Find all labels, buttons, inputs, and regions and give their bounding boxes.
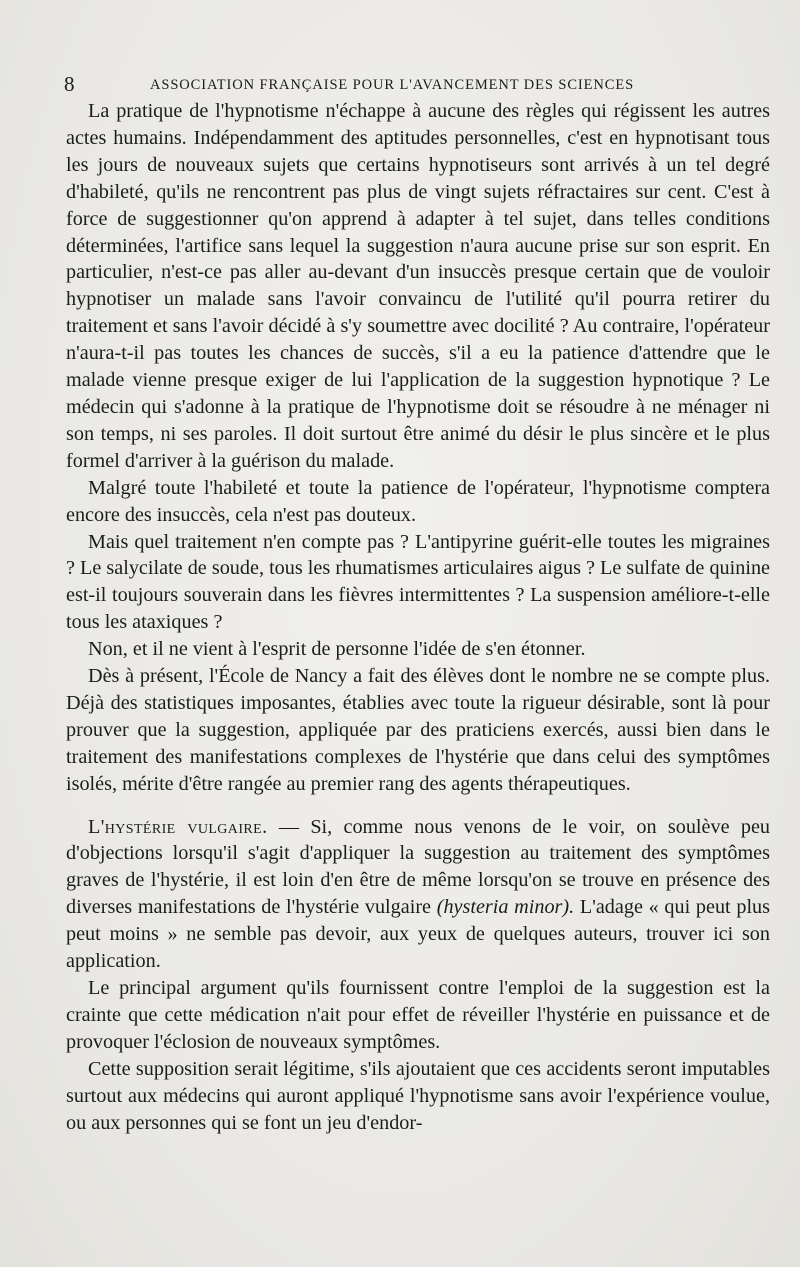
paragraph-supposition: Cette supposition serait légitime, s'ils ajoutaient que ces accidents seront imputables surtout aux médecins qui auront appliqué l'hypnotisme sans avoir l'expérience voulue, ou aux personnes qui se font un jeu d'endor- <box>66 1057 770 1134</box>
body-text <box>66 98 770 1136</box>
section-heading: L'hystérie vulgaire. <box>88 815 268 838</box>
page-number: 8 <box>64 72 75 96</box>
page-header <box>64 72 754 96</box>
section-text-after: L'adage « qui peut plus peut moins » ne semble pas devoir, aux yeux de quelques auteurs, trouver ici son application. <box>66 896 771 973</box>
paragraph-nancy-school: Dès à présent, l'École de Nancy a fait des élèves dont le nombre ne se compte plus. Déjà des statistiques imposantes, établies avec toute la rigueur désirable, sont là pour prouver que la suggestion, appliquée par des praticiens exercés, aussi bien dans le traitement des manifestations complexes de l'hystérie que dans celui des symptômes isolés, mérite d'être rangée au premier rang des agents thérapeutiques. <box>66 665 770 795</box>
paragraph-main-argument: Le principal argument qu'ils fournissent contre l'emploi de la suggestion est la crainte que cette médication n'ait pour effet de réveiller l'hystérie en puissance et de provoquer l'éclosion de nouveaux symptômes. <box>66 977 770 1053</box>
paragraph-no-surprise: Non, et il ne vient à l'esprit de personne l'idée de s'en étonner. <box>88 638 586 661</box>
paragraph-failures: Malgré toute l'habileté et toute la patience de l'opérateur, l'hypnotisme comptera encore des insuccès, cela n'est pas douteux. <box>66 476 770 526</box>
section-text-before: Si, comme nous venons de le voir, on soulève peu d'objections lorsqu'il s'agit d'appliquer la suggestion au traitement des symptômes graves de l'hystérie, il est loin d'en être de même lorsqu'on se trouve en présence des diverses manifestations de l'hystérie vulgaire <box>66 815 770 919</box>
paragraph-hysteria-section <box>66 814 770 975</box>
paragraph-hypnotism-practice: La pratique de l'hypnotisme n'échappe à aucune des règles qui régissent les autres actes humains. Indépendamment des aptitudes personnelles, c'est en hypnotisant tous les jours de nouveaux sujets que certains hypnotiseurs sont arrivés à un tel degré d'habileté, qu'ils ne rencontrent pas plus de vingt sujets réfractaires sur cent. C'est à force de suggestionner qu'on apprend à adapter à tel sujet, dans telles conditions déterminées, l'artifice sans lequel la suggestion n'aura aucune prise sur son esprit. En particulier, n'est-ce pas aller au-devant d'un insuccès presque certain que de vouloir hypnotiser un malade sans l'avoir convaincu de l'utilité qu'il pourra retirer du traitement et sans l'avoir décidé à s'y soumettre avec docilité ? Au contraire, l'opérateur n'aura-t-il pas toutes les chances de succès, s'il a eu la patience d'attendre que le malade vienne presque exiger de lui l'application de la suggestion hypnotique ? Le médecin qui s'adonne à la pratique de l'hypnotisme doit se résoudre à ne ménager ni son temps, ni ses paroles. Il doit surtout être animé du désir le plus sincère et le plus formel d'arriver à la guérison du malade. <box>66 100 770 472</box>
running-title: ASSOCIATION FRANÇAISE POUR L'AVANCEMENT DES SCIENCES <box>150 77 635 93</box>
section-dash: — <box>267 815 311 838</box>
paragraph-other-treatments: Mais quel traitement n'en compte pas ? L'antipyrine guérit-elle toutes les migraines ? Le salycilate de soude, tous les rhumatismes articulaires aigus ? Le sulfate de quinine est-il toujours souverain dans les fièvres intermittentes ? La suspension améliore-t-elle tous les ataxiques ? <box>66 530 770 634</box>
section-italic-term: (hysteria minor). <box>436 896 575 919</box>
